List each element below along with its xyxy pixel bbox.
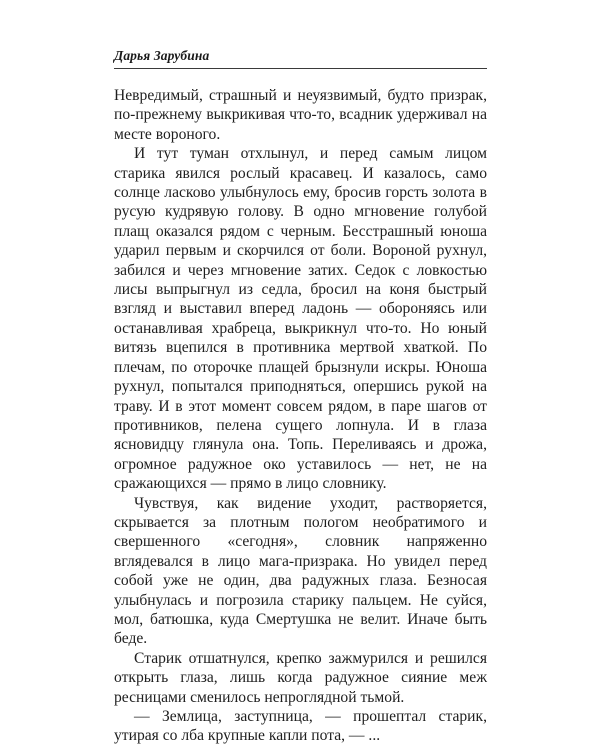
paragraph-3: Чувствуя, как видение уходит, растворяется, скрывается за плотным пологом необратимого и свершенного «сегодня», словник напряженно вглядевался в лицо мага-призрака. Но увидел перед собой уже не один, два радужных глаза. Безносая улыбнулась и погрозила старику пальцем. Не суйся, мол, батюшка, куда Смертушка не велит. Иначе быть беде. bbox=[114, 494, 487, 648]
header-rule bbox=[114, 68, 487, 69]
paragraph-5: — Землица, заступница, — прошептал старик, утирая со лба крупные капли пота, — ... bbox=[114, 708, 487, 745]
running-head-author: Дарья Зарубина bbox=[114, 48, 210, 63]
paragraph-2: И тут туман отхлынул, и перед самым лицом старика явился рослый красавец. И казалось, само солнце ласково улыбнулось ему, бросив горсть золота в русую кудрявую голову. В одно мгновение голубой плащ оказался рядом с черным. Бесстрашный юноша ударил первым и скорчился от боли. Вороной рухнул, забился и через мгновение затих. Седок с ловкостью лисы выпрыгнул из седла, бросил на коня быстрый взгляд и выставил вперед ладонь — обороняясь или останавливая храбреца, выкрикнул что-то. Но юный витязь вцепился в противника мертвой хваткой. По плечам, по оторочке плащей брызнули искры. Юноша рухнул, попытался приподняться, опершись рукой на траву. И в этот момент совсем рядом, в паре шагов от противников, пелена сущего лопнула. И в глаза ясновидцу глянула она. Топь. Переливаясь и дрожа, огромное радужное око уставилось — нет, не на сражающихся — прямо в лицо словнику. bbox=[114, 145, 487, 493]
paragraph-4: Старик отшатнулся, крепко зажмурился и решился открыть глаза, лишь когда радужное сияние меж ресницами сменилось непроглядной тьмой. bbox=[114, 649, 487, 706]
paragraph-1: Невредимый, страшный и неуязвимый, будто призрак, по-прежнему выкрикивая что-то, всадник удерживал на месте вороного. bbox=[114, 87, 487, 143]
body-text bbox=[114, 86, 487, 746]
